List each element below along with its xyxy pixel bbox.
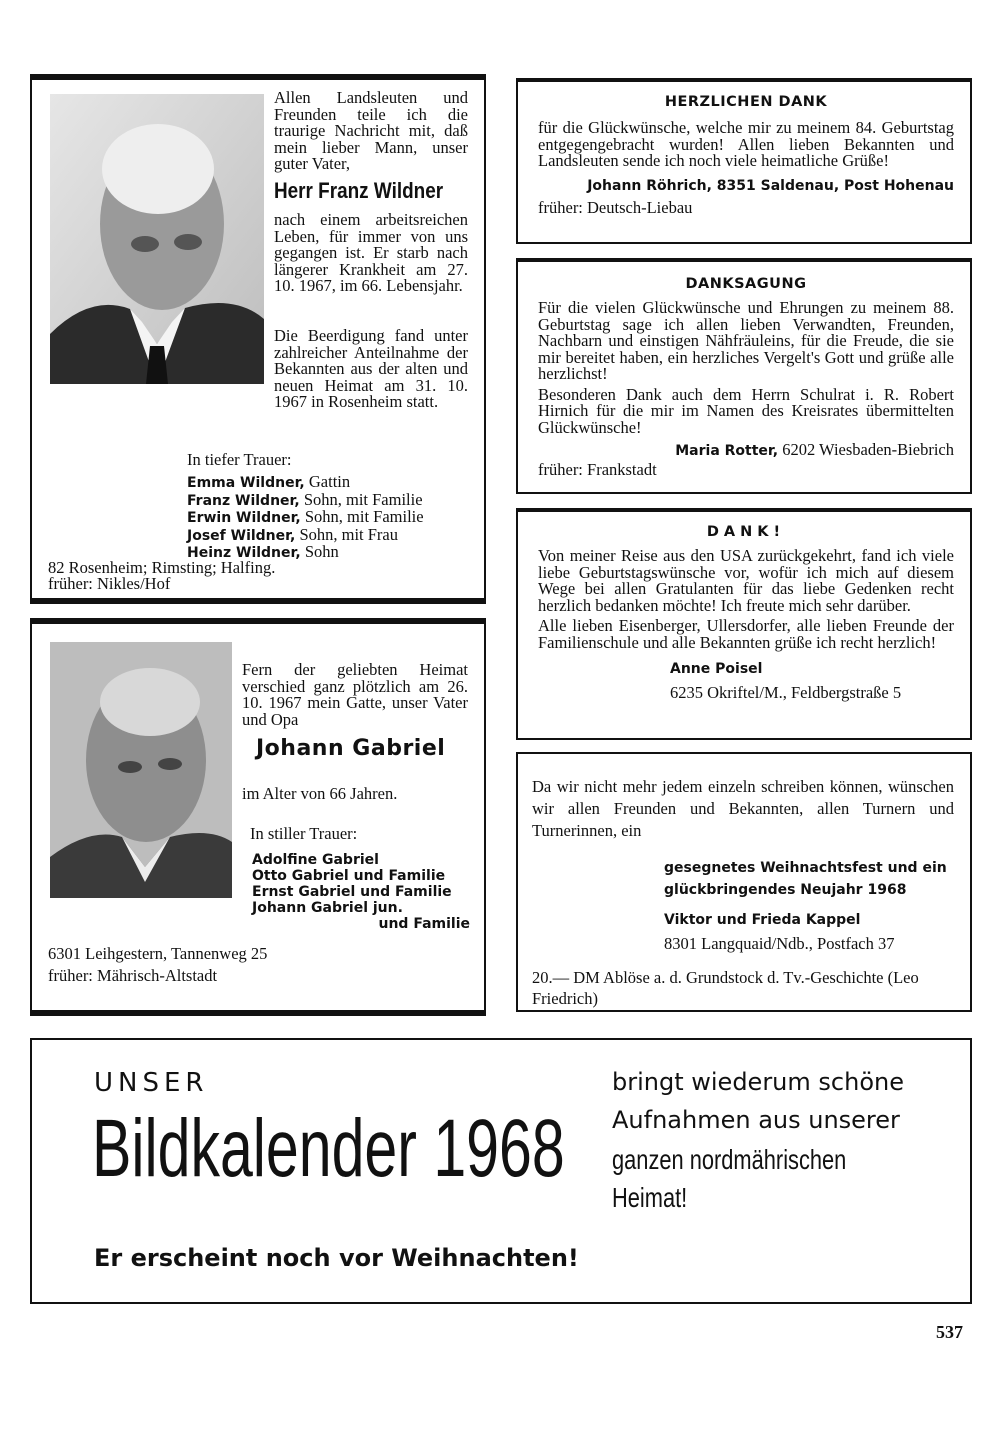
obit1-intro: Allen Landsleuten und Freunden teile ich die traurige Nachricht mit, daß mein lieber Mann, unser guter Vater, — [274, 88, 468, 173]
obit1-name: Herr Franz Wildner — [274, 178, 444, 203]
mourner-relation: Sohn, mit Familie — [304, 507, 424, 526]
ad-line4: Heimat! — [612, 1182, 688, 1213]
portrait-photo-wildner — [50, 94, 264, 384]
thanks3-text1: Von meiner Reise aus den USA zurückgekehrt, fand ich viele liebe Geburtstagswünsche vor, wofür ich mich auf diesem Wege bei allen Gratulanten für das liebe Gedenken recht herzlich bedanken möchte! Ich freute mich sehr darüber. — [538, 546, 954, 615]
greeting-wish1: gesegnetes Weihnachtsfest und ein — [664, 860, 947, 876]
thanks2-origin: früher: Frankstadt — [538, 459, 657, 479]
mourner-name: und Familie — [378, 916, 470, 932]
mourner-name: Franz Wildner, — [187, 492, 300, 509]
thanks3-heading: DANK! — [706, 524, 786, 540]
obit1-mourning-label: In tiefer Trauer: — [187, 450, 292, 469]
thanks1-heading: HERZLICHEN DANK — [664, 94, 828, 110]
greeting-kappel — [516, 752, 972, 1012]
portrait-gabriel-image — [50, 642, 232, 898]
mourner-name: Otto Gabriel und Familie — [252, 868, 446, 884]
mourner-relation: Sohn, mit Frau — [299, 524, 398, 544]
portrait-wildner-image — [50, 94, 264, 384]
thanks3-text2: Alle lieben Eisenberger, Ullersdorfer, alle lieben Freunde der Familienschule und alle Bekannten grüße ich recht herzlich! — [538, 616, 954, 652]
mourner-name: Emma Wildner, — [187, 475, 305, 491]
mourner-relation: Sohn, mit Familie — [303, 489, 423, 509]
ad-line1: bringt wiederum schöne — [612, 1068, 904, 1096]
thanks2-heading: DANKSAGUNG — [685, 276, 807, 292]
thanks1-text: für die Glückwünsche, welche mir zu meinem 84. Geburtstag entgegengebracht wurden! Allen lieben Bekannten und Landsleuten sende ich noch viele heimatliche Grüße! — [538, 118, 954, 170]
advert-bildkalender — [30, 1038, 972, 1304]
thanks2-sender — [538, 442, 954, 460]
mourner-relation: Sohn — [304, 542, 339, 561]
ad-title: Bildkalender 1968 — [92, 1103, 565, 1194]
obit1-body1: nach einem arbeitsreichen Leben, für immer von uns gegangen ist. Er starb nach längerer Krankheit am 27. 10. 1967, im 66. Lebensjahr. — [274, 210, 468, 295]
page-number: 537 — [936, 1322, 963, 1342]
thanks-poisel — [516, 508, 972, 740]
thanks2-sender-name: Maria Rotter, — [675, 443, 779, 459]
obit2-mourners — [252, 852, 470, 932]
ad-unser: UNSER — [94, 1068, 209, 1098]
obit2-address: 6301 Leihgestern, Tannenweg 25 — [48, 944, 268, 963]
obituary-gabriel — [30, 618, 486, 1016]
mourner-name: Ernst Gabriel und Familie — [252, 884, 452, 900]
ad-line2: Aufnahmen aus unserer — [612, 1106, 900, 1134]
thanks2-sender-address: 6202 Wiesbaden-Biebrich — [782, 440, 954, 459]
ad-line3: ganzen nordmährischen — [612, 1144, 847, 1175]
thanks3-sender-address: 6235 Okriftel/M., Feldbergstraße 5 — [670, 683, 902, 702]
obit1-address: 82 Rosenheim; Rimsting; Halfing. — [48, 558, 276, 577]
obit2-intro: Fern der geliebten Heimat verschied ganz plötzlich am 26. 10. 1967 mein Gatte, unser Vater und Opa — [242, 660, 468, 729]
thanks1-sender: Johann Röhrich, 8351 Saldenau, Post Hohenau — [587, 177, 954, 194]
obit1-body2: Die Beerdigung fand unter zahlreicher Anteilnahme der Bekannten aus der alten und neuen Heimat am 31. 10. 1967 in Rosenheim statt. — [274, 326, 468, 411]
thanks3-sender-name: Anne Poisel — [670, 661, 763, 677]
portrait-photo-gabriel — [50, 642, 232, 898]
mourner-name: Johann Gabriel jun. — [252, 900, 403, 916]
mourner-relation: Gattin — [308, 472, 351, 491]
mourner-name: Josef Wildner, — [187, 527, 296, 544]
greeting-sender-address: 8301 Langquaid/Ndb., Postfach 37 — [664, 934, 895, 953]
obit1-mourners — [187, 474, 477, 562]
thanks2-text1: Für die vielen Glückwünsche und Ehrungen zu meinem 88. Geburtstag sage ich allen lieben Verwandten, Freunden, Nachbarn und einstigen Nähfräuleins, für die Freude, die sie mir bereitet haben, ein herzliches Vergelt's Gott und grüße alle herzlichst! — [538, 298, 954, 383]
greeting-note: 20.— DM Ablöse a. d. Grundstock d. Tv.-Geschichte (Leo Friedrich) — [532, 967, 919, 1008]
thanks1-origin: früher: Deutsch-Liebau — [538, 197, 693, 217]
mourner-name: Adolfine Gabriel — [252, 852, 379, 868]
mourner-name: Heinz Wildner, — [187, 545, 301, 561]
mourner-name: Erwin Wildner, — [187, 510, 301, 526]
greeting-sender-name: Viktor und Frieda Kappel — [664, 912, 861, 928]
obit2-name: Johann Gabriel — [256, 736, 446, 761]
greeting-wish2: glückbringendes Neujahr 1968 — [664, 882, 907, 898]
obit1-origin: früher: Nikles/Hof — [48, 574, 171, 593]
obit2-age: im Alter von 66 Jahren. — [242, 784, 398, 803]
greeting-text: Da wir nicht mehr jedem einzeln schreiben können, wünschen wir allen Freunden und Bekannten, allen Turnern und Turnerinnen, ein — [532, 777, 954, 840]
thanks-rotter — [516, 258, 972, 494]
thanks2-text2: Besonderen Dank auch dem Herrn Schulrat i. R. Robert Hirnich für die mir im Namen des Kreisrates übermittelten Glückwünsche! — [538, 384, 954, 437]
thanks-roehrich — [516, 78, 972, 244]
obit2-mourning-label: In stiller Trauer: — [250, 824, 358, 843]
obit2-origin: früher: Mährisch-Altstadt — [48, 966, 218, 985]
ad-footer: Er erscheint noch vor Weihnachten! — [94, 1244, 579, 1272]
obituary-wildner — [30, 74, 486, 604]
